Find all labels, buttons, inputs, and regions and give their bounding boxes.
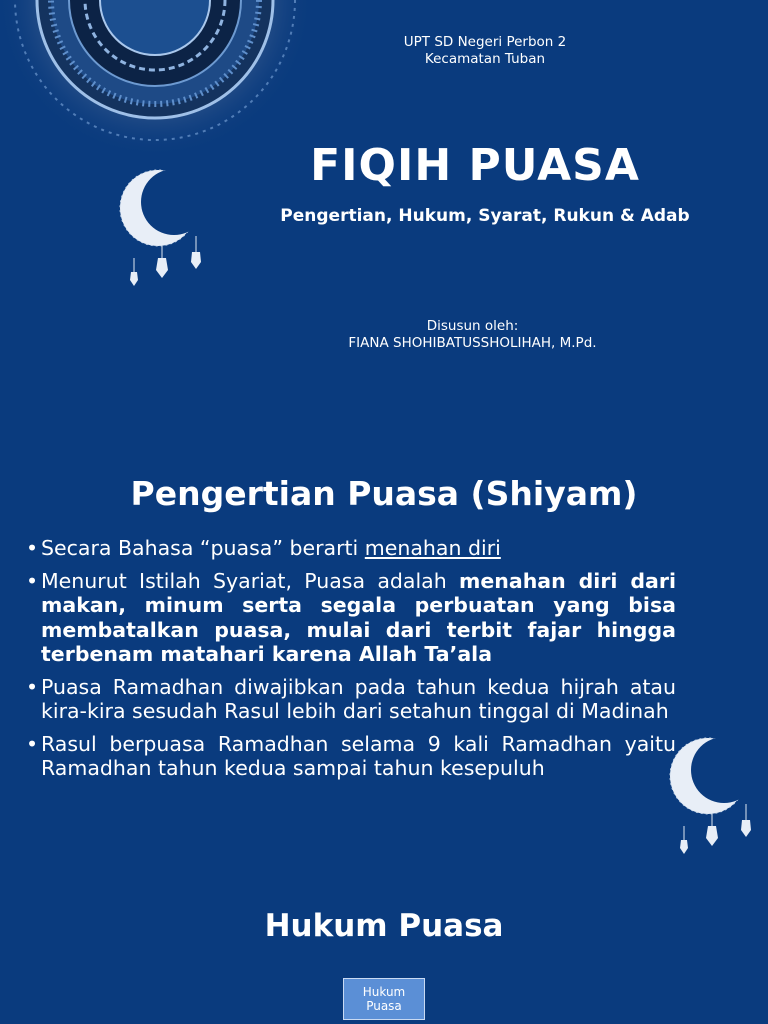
bullet-text: Puasa Ramadhan diwajibkan pada tahun kedua hijrah atau kira-kira sesudah Rasul lebih dari setahun tinggal di Madinah xyxy=(41,674,676,723)
button-label-line1: Hukum xyxy=(362,985,406,999)
list-item xyxy=(26,675,676,724)
bullet-text: Rasul berpuasa Ramadhan selama 9 kali Ramadhan yaitu Ramadhan tahun kedua sampai tahun kesepuluh xyxy=(41,731,676,780)
page-title: FIQIH PUASA xyxy=(310,140,640,191)
hukum-puasa-button[interactable] xyxy=(343,978,425,1020)
list-item xyxy=(26,569,676,667)
crescent-moon-lantern-icon xyxy=(118,166,210,296)
author-label: Disusun oleh: xyxy=(426,318,519,334)
school-info xyxy=(385,34,585,68)
author-info xyxy=(300,318,645,352)
bullet-text: Menurut Istilah Syariat, Puasa adalah xyxy=(41,568,459,593)
author-name: FIANA SHOHIBATUSSHOLIHAH, M.Pd. xyxy=(348,335,597,351)
crescent-moon-lantern-icon xyxy=(668,734,760,864)
bold-definition: menahan diri dari makan, minum serta segala perbuatan yang bisa membatalkan puasa, mulai dari terbit fajar hingga terbenam matahari karena Allah Ta’ala xyxy=(41,568,676,666)
underlined-term: menahan diri xyxy=(364,536,501,560)
bullet-list xyxy=(26,536,676,789)
school-district: Kecamatan Tuban xyxy=(424,51,546,67)
mandala-ornament xyxy=(0,0,320,160)
section-title-pengertian: Pengertian Puasa (Shiyam) xyxy=(130,474,638,513)
list-item xyxy=(26,536,676,561)
page-subtitle: Pengertian, Hukum, Syarat, Rukun & Adab xyxy=(280,206,690,226)
list-item xyxy=(26,732,676,781)
bullet-text: Secara Bahasa “puasa” berarti xyxy=(41,536,365,560)
section-title-hukum: Hukum Puasa xyxy=(264,908,504,944)
button-label-line2: Puasa xyxy=(366,999,402,1013)
school-name: UPT SD Negeri Perbon 2 xyxy=(403,34,567,50)
